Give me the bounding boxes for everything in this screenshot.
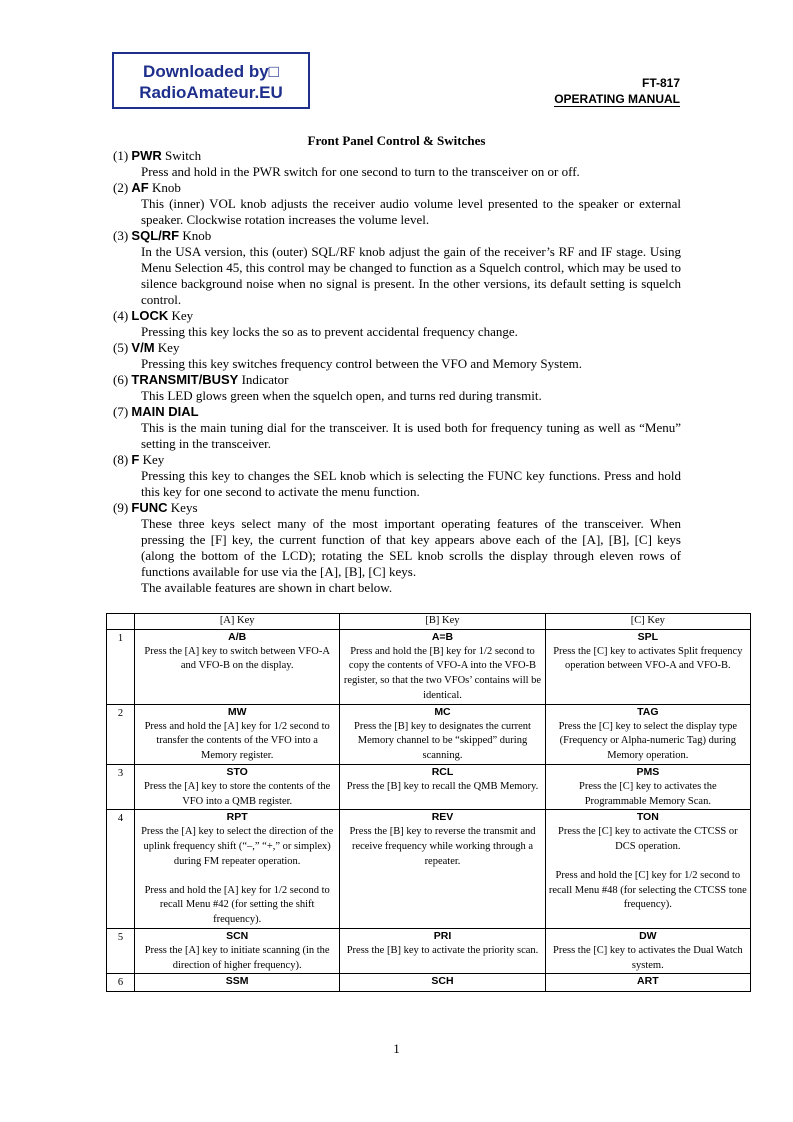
- table-row: [107, 764, 751, 809]
- item-key: SQL/RF: [131, 228, 180, 243]
- page-number: 1: [393, 1041, 400, 1056]
- item-number: (8): [113, 452, 129, 467]
- function-description: Press and hold the [A] key for 1/2 second to transfer the contents of the VFO into a Memory register.: [144, 720, 330, 762]
- table-row: [107, 974, 751, 992]
- function-description: Press the [B] key to reverse the transmit and receive frequency while working through a repeater.: [349, 826, 536, 867]
- function-name: SPL: [637, 630, 659, 643]
- item-heading: [113, 148, 681, 164]
- item-description: This LED glows green when the squelch open, and turns red during transmit.: [141, 388, 542, 403]
- table-header-c: [C] Key: [545, 614, 750, 630]
- item-description: In the USA version, this (outer) SQL/RF knob adjust the gain of the receiver’s RF and IF stage. Using Menu Selection 45, this control may be changed to function as a Squelch control, which may be used to silence background noise when no signal is present. In the other versions, its default setting is squelch control.: [141, 244, 681, 307]
- key-cell-c: [545, 974, 750, 992]
- table-header-row: [107, 614, 751, 630]
- table-header-num: [107, 614, 135, 630]
- function-description-extra: Press and hold the [C] key for 1/2 second to recall Menu #48 (for selecting the CTCSS tone frequency).: [548, 869, 747, 911]
- page-title: Front Panel Control & Switches: [307, 133, 486, 148]
- func-key-table: [106, 613, 751, 992]
- row-number: 3: [107, 764, 135, 809]
- function-description: Press the [C] key to activates Split frequency operation between VFO-A and VFO-B.: [553, 645, 743, 672]
- key-cell-a: [135, 810, 340, 929]
- item-type: Knob: [182, 228, 212, 243]
- function-description: Press and hold the [B] key for 1/2 second to copy the contents of VFO-A into the VFO-B register, so that the two VFOs’ contains will be identical.: [343, 645, 542, 701]
- function-name: PRI: [433, 929, 452, 942]
- function-name: STO: [226, 765, 248, 778]
- key-cell-c: [545, 928, 750, 973]
- function-description: Press the [C] key to activates the Dual Watch system.: [553, 944, 743, 971]
- key-cell-b: [340, 764, 545, 809]
- row-number: 5: [107, 928, 135, 973]
- key-cell-b: [340, 928, 545, 973]
- table-header-a: [A] Key: [135, 614, 340, 630]
- item-key: PWR: [131, 148, 162, 163]
- key-cell-a: [135, 974, 340, 992]
- function-description: Press the [A] key to switch between VFO-A and VFO-B on the display.: [144, 645, 330, 672]
- table-row: [107, 928, 751, 973]
- table-header-b: [B] Key: [340, 614, 545, 630]
- item-key: TRANSMIT/BUSY: [131, 372, 239, 387]
- function-name: SSM: [225, 975, 249, 988]
- function-name: DW: [639, 929, 657, 942]
- function-description: Press the [A] key to store the contents of the VFO into a QMB register.: [143, 780, 331, 807]
- item-type: Key: [157, 340, 180, 355]
- item-description: This (inner) VOL knob adjusts the receiver audio volume level presented to the speaker or external speaker. Clockwise rotation increases the volume level.: [141, 196, 681, 227]
- item-number: (5): [113, 340, 129, 355]
- key-cell-c: [545, 810, 750, 929]
- function-description: Press the [C] key to select the display type (Frequency or Alpha-numeric Tag) during Memory operation.: [558, 720, 738, 762]
- item-key: FUNC: [131, 500, 168, 515]
- item-key: V/M: [131, 340, 155, 355]
- item-number: (4): [113, 308, 129, 323]
- row-number: 1: [107, 629, 135, 704]
- function-description: Press the [C] key to activates the Programmable Memory Scan.: [579, 780, 717, 807]
- item-description: These three keys select many of the most important operating features of the transceiver. When pressing the [F] key, the current function of that key appears above each of the [A], [B], [C] keys (along the bottom of the LCD); rotating the SEL knob scrolls the display through eleven rows of functions available for use via the [A], [B], [C] keys.: [141, 516, 681, 579]
- table-row: [107, 704, 751, 764]
- function-name: MC: [434, 705, 451, 718]
- function-description: Press the [A] key to select the direction of the uplink frequency shift (“–,” “+,” or simplex) during FM repeater operation.: [141, 826, 334, 867]
- badge-line1: Downloaded by□: [143, 62, 279, 81]
- function-description: Press the [A] key to initiate scanning (in the direction of higher frequency).: [144, 944, 330, 971]
- table-row: [107, 810, 751, 929]
- item-type: Knob: [152, 180, 181, 195]
- function-name: SCH: [431, 975, 454, 988]
- item-number: (9): [113, 500, 129, 515]
- header-manual: OPERATING MANUAL: [554, 92, 680, 106]
- function-description-extra: Press and hold the [A] key for 1/2 second to recall Menu #42 (for setting the shift frequency).: [144, 884, 330, 926]
- function-name: TON: [636, 811, 659, 824]
- function-name: RPT: [226, 811, 248, 824]
- item-heading: [113, 228, 681, 244]
- item-heading: [113, 308, 681, 324]
- function-name: A=B: [431, 630, 454, 643]
- item-description: Pressing this key to changes the SEL knob which is selecting the FUNC key functions. Press and hold this key for one second to activate the menu function.: [141, 468, 681, 499]
- key-cell-b: [340, 810, 545, 929]
- item-heading: [113, 404, 681, 420]
- key-cell-c: [545, 764, 750, 809]
- function-name: A/B: [228, 630, 247, 643]
- item-type: Keys: [170, 500, 198, 515]
- function-description: Press the [C] key to activate the CTCSS or DCS operation.: [558, 826, 738, 852]
- function-description: Press the [B] key to activate the priority scan.: [346, 944, 539, 956]
- key-cell-c: [545, 704, 750, 764]
- item-description: This is the main tuning dial for the transceiver. It is used both for frequency tuning as well as “Menu” setting in the transceiver.: [141, 420, 681, 451]
- item-number: (3): [113, 228, 129, 243]
- item-type: Key: [171, 308, 194, 323]
- function-description: Press the [B] key to recall the QMB Memory.: [346, 780, 539, 792]
- function-name: SCN: [226, 929, 249, 942]
- item-type: Switch: [165, 148, 202, 163]
- item-heading: [113, 500, 681, 516]
- item-key: F: [131, 452, 140, 467]
- key-cell-a: [135, 704, 340, 764]
- key-cell-a: [135, 629, 340, 704]
- item-heading: [113, 372, 681, 388]
- key-cell-b: [340, 974, 545, 992]
- item-type: Indicator: [241, 372, 289, 387]
- function-name: REV: [431, 811, 454, 824]
- item-heading: [113, 180, 681, 196]
- items-list: [113, 148, 681, 596]
- item-number: (7): [113, 404, 129, 419]
- item-key: MAIN DIAL: [131, 404, 199, 419]
- key-cell-b: [340, 704, 545, 764]
- item-type: Key: [142, 452, 165, 467]
- header-model: FT-817: [641, 76, 680, 90]
- item-key: LOCK: [131, 308, 169, 323]
- item-heading: [113, 340, 681, 356]
- key-cell-b: [340, 629, 545, 704]
- item-description: Press and hold in the PWR switch for one second to turn to the transceiver on or off.: [141, 164, 580, 179]
- table-row: [107, 629, 751, 704]
- function-name: PMS: [636, 765, 660, 778]
- row-number: 6: [107, 974, 135, 992]
- row-number: 2: [107, 704, 135, 764]
- item-number: (2): [113, 180, 129, 195]
- function-name: MW: [227, 705, 247, 718]
- item-number: (1): [113, 148, 129, 163]
- function-name: ART: [637, 975, 659, 988]
- download-badge: [112, 52, 310, 109]
- row-number: 4: [107, 810, 135, 929]
- item-description: Pressing this key locks the so as to prevent accidental frequency change.: [141, 324, 518, 339]
- key-cell-c: [545, 629, 750, 704]
- item-heading: [113, 452, 681, 468]
- badge-line2: RadioAmateur.EU: [139, 83, 283, 102]
- item-key: AF: [131, 180, 149, 195]
- item-extra: The available features are shown in chart below.: [141, 580, 393, 595]
- function-name: TAG: [637, 705, 659, 718]
- function-name: RCL: [431, 765, 454, 778]
- item-number: (6): [113, 372, 129, 387]
- key-cell-a: [135, 764, 340, 809]
- key-cell-a: [135, 928, 340, 973]
- function-description: Press the [B] key to designates the current Memory channel to be “skipped” during scanning.: [353, 720, 531, 762]
- item-description: Pressing this key switches frequency control between the VFO and Memory System.: [141, 356, 582, 371]
